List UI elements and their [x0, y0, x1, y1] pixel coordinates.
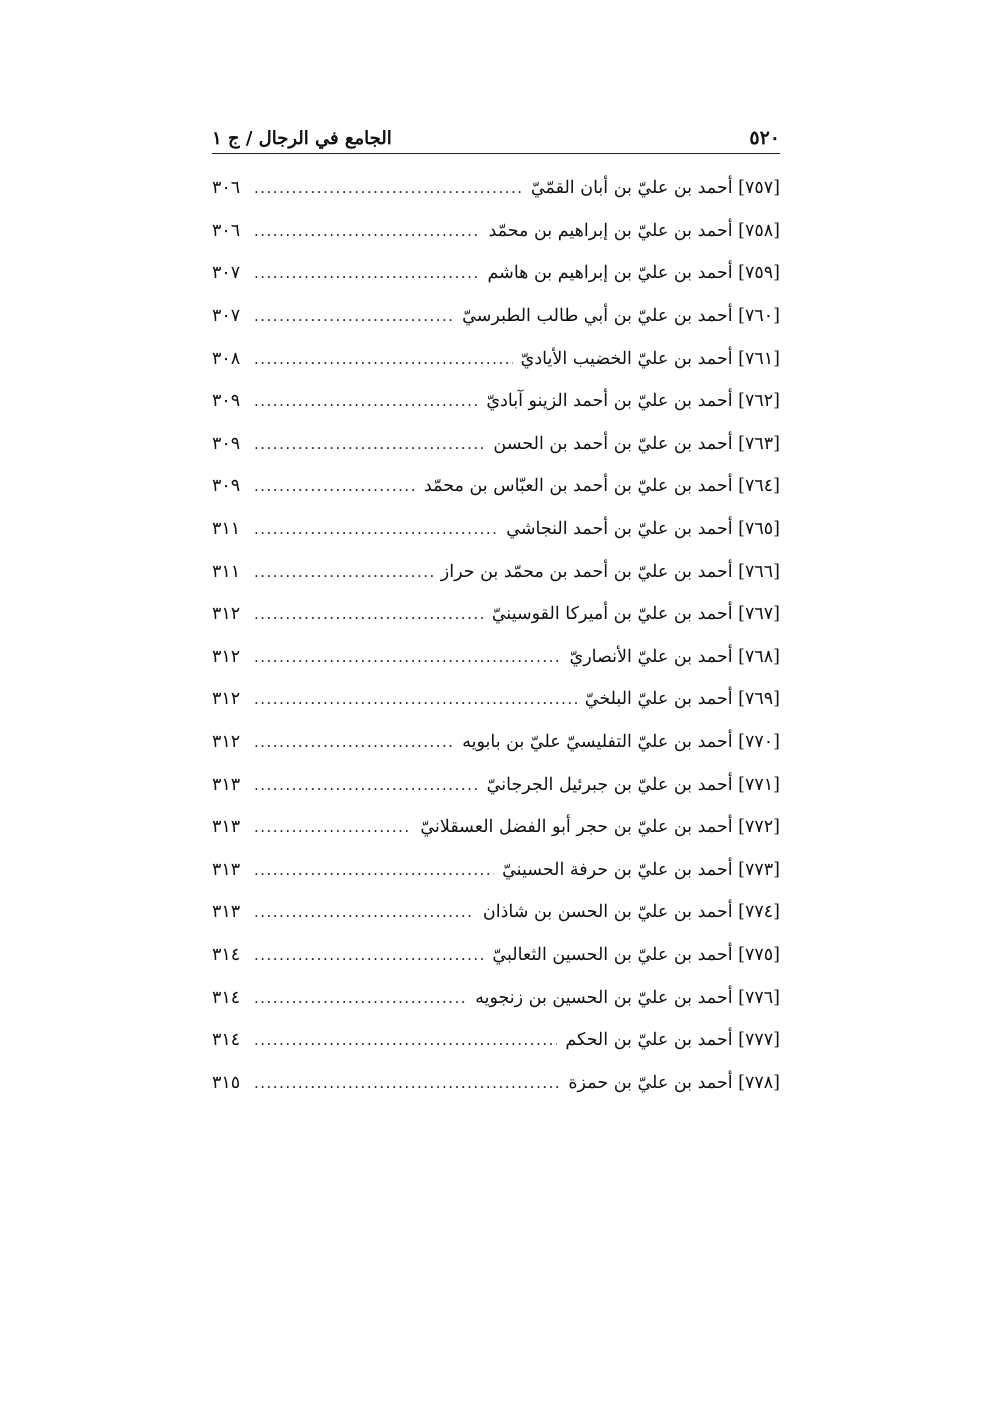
toc-page-number: ٣١٣: [212, 902, 241, 923]
dot-leader: [254, 903, 475, 921]
toc-entry: [212, 337, 780, 380]
toc-entry-title: [٧٧٧] أحمد بن عليّ بن الحكم: [565, 1030, 780, 1051]
toc-entry: [212, 465, 780, 508]
dot-leader: [254, 946, 484, 964]
toc-page-number: ٣٠٧: [212, 263, 241, 284]
dot-leader: [254, 563, 433, 581]
toc-page-number: ٣١٣: [212, 859, 241, 880]
dot-leader: [254, 989, 467, 1007]
toc-entry-title: [٧٧٣] أحمد بن عليّ بن حرفة الحسينيّ: [502, 859, 780, 880]
toc-entry-title: [٧٦٠] أحمد بن عليّ بن أبي طالب الطبرسيّ: [462, 306, 780, 327]
toc-page-number: ٣٠٩: [212, 476, 241, 497]
toc-page-number: ٣١١: [212, 561, 241, 582]
toc-page-number: ٣١٢: [212, 689, 241, 710]
dot-leader: [254, 1031, 557, 1049]
toc-entry: [212, 976, 780, 1019]
toc-entry-title: [٧٦٦] أحمد بن عليّ بن أحمد بن محمّد بن حراز: [440, 561, 780, 582]
table-of-contents: [212, 167, 780, 1104]
book-title: الجامع في الرجال / ج ١: [212, 128, 392, 149]
toc-page-number: ٣٠٨: [212, 348, 241, 369]
dot-leader: [254, 733, 454, 751]
page-header: [212, 122, 780, 154]
toc-entry: [212, 423, 780, 466]
toc-entry-title: [٧٦٥] أحمد بن عليّ بن أحمد النجاشي: [506, 519, 780, 540]
toc-entry-title: [٧٧٦] أحمد بن عليّ بن الحسين بن زنجويه: [475, 987, 780, 1008]
toc-entry-title: [٧٦١] أحمد بن عليّ الخضيب الأياديّ: [520, 348, 780, 369]
dot-leader: [254, 477, 416, 495]
toc-page-number: ٣١٤: [212, 1030, 241, 1051]
page-number: ٥٢٠: [749, 127, 780, 149]
dot-leader: [254, 350, 513, 368]
toc-entry: [212, 636, 780, 679]
toc-entry: [212, 295, 780, 338]
toc-entry-title: [٧٦٧] أحمد بن عليّ بن أميركا القوسينيّ: [491, 604, 780, 625]
toc-entry: [212, 380, 780, 423]
toc-entry: [212, 1019, 780, 1062]
toc-entry: [212, 721, 780, 764]
toc-entry-title: [٧٧١] أحمد بن عليّ بن جبرئيل الجرجانيّ: [486, 774, 780, 795]
toc-entry-title: [٧٦٨] أحمد بن عليّ الأنصاريّ: [569, 646, 780, 667]
dot-leader: [254, 861, 494, 879]
toc-page-number: ٣١٢: [212, 646, 241, 667]
toc-entry-title: [٧٧٠] أحمد بن عليّ التفليسيّ عليّ بن بابويه: [462, 732, 780, 753]
toc-entry: [212, 763, 780, 806]
dot-leader: [254, 690, 577, 708]
dot-leader: [254, 520, 498, 538]
toc-entry: [212, 508, 780, 551]
toc-entry-title: [٧٧٥] أحمد بن عليّ بن الحسين الثعالبيّ: [492, 944, 780, 965]
dot-leader: [254, 435, 485, 453]
toc-page-number: ٣١٥: [212, 1072, 241, 1093]
toc-page-number: ٣٠٧: [212, 306, 241, 327]
toc-page-number: ٣٠٦: [212, 178, 241, 199]
dot-leader: [254, 818, 412, 836]
dot-leader: [254, 264, 480, 282]
dot-leader: [254, 222, 480, 240]
toc-entry-title: [٧٧٤] أحمد بن عليّ بن الحسن بن شاذان: [482, 902, 780, 923]
toc-entry: [212, 849, 780, 892]
toc-page-number: ٣٠٩: [212, 433, 241, 454]
dot-leader: [254, 1074, 560, 1092]
toc-entry-title: [٧٧٨] أحمد بن عليّ بن حمزة: [568, 1072, 780, 1093]
toc-page-number: ٣١٣: [212, 817, 241, 838]
toc-page-number: ٣١٤: [212, 944, 241, 965]
toc-page-number: ٣١١: [212, 519, 241, 540]
dot-leader: [254, 648, 562, 666]
toc-page-number: ٣١٤: [212, 987, 241, 1008]
toc-page-number: ٣٠٦: [212, 220, 241, 241]
toc-page-number: ٣٠٩: [212, 391, 241, 412]
dot-leader: [254, 179, 523, 197]
toc-entry-title: [٧٦٤] أحمد بن عليّ بن أحمد بن العبّاس بن محمّد: [423, 476, 780, 497]
toc-entry: [212, 678, 780, 721]
toc-entry-title: [٧٦٢] أحمد بن عليّ بن أحمد الزينو آباديّ: [486, 391, 780, 412]
toc-page-number: ٣١٣: [212, 774, 241, 795]
toc-entry: [212, 1061, 780, 1104]
toc-entry-title: [٧٦٣] أحمد بن عليّ بن أحمد بن الحسن: [493, 433, 780, 454]
toc-page-number: ٣١٢: [212, 604, 241, 625]
dot-leader: [254, 776, 479, 794]
toc-entry-title: [٧٧٢] أحمد بن عليّ بن حجر أبو الفضل العسقلانيّ: [420, 817, 780, 838]
toc-entry: [212, 934, 780, 977]
toc-entry: [212, 210, 780, 253]
toc-entry: [212, 806, 780, 849]
toc-entry-title: [٧٥٧] أحمد بن عليّ بن أبان القمّيّ: [530, 178, 780, 199]
toc-entry-title: [٧٦٩] أحمد بن عليّ البلخيّ: [584, 689, 780, 710]
toc-entry-title: [٧٥٩] أحمد بن عليّ بن إبراهيم بن هاشم: [487, 263, 780, 284]
toc-entry: [212, 593, 780, 636]
toc-page-number: ٣١٢: [212, 732, 241, 753]
toc-entry: [212, 550, 780, 593]
dot-leader: [254, 307, 454, 325]
toc-entry-title: [٧٥٨] أحمد بن عليّ بن إبراهيم بن محمّد: [488, 220, 780, 241]
toc-entry: [212, 252, 780, 295]
toc-entry: [212, 167, 780, 210]
dot-leader: [254, 605, 484, 623]
dot-leader: [254, 392, 478, 410]
toc-entry: [212, 891, 780, 934]
